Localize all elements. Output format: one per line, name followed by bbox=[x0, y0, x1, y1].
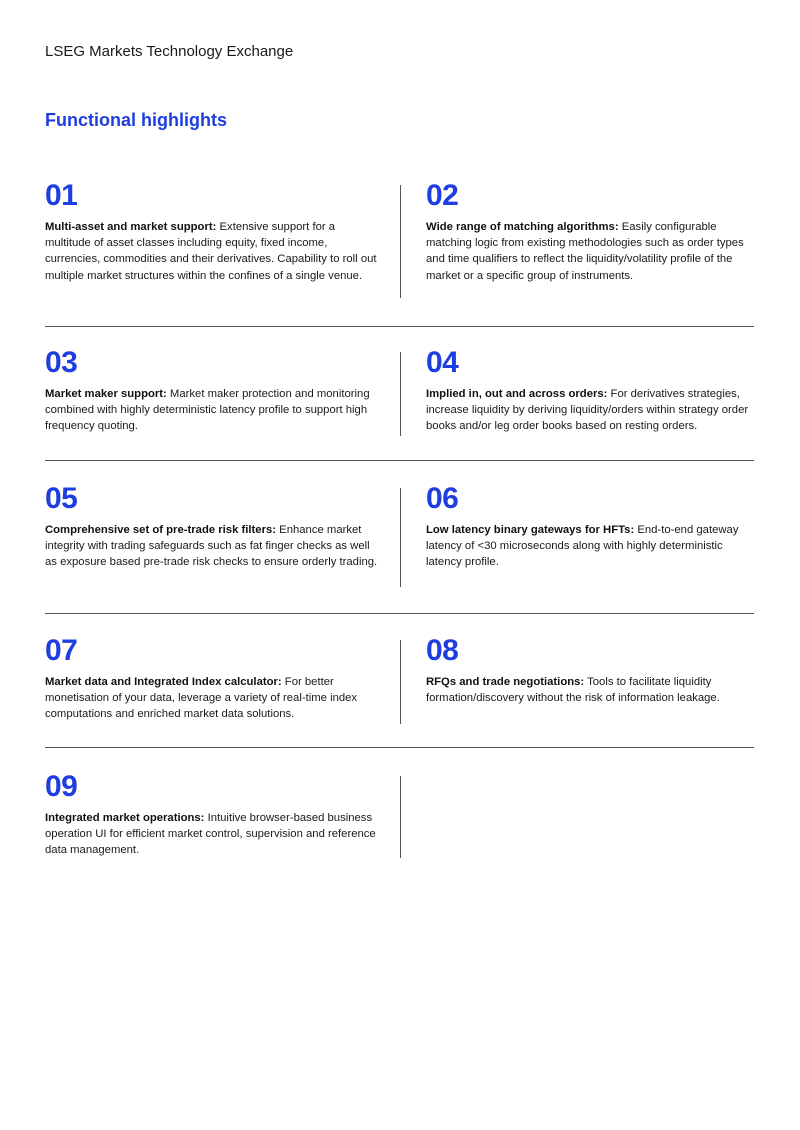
highlight-heading: Market maker support: bbox=[45, 388, 167, 400]
highlight-text: Easily configurable matching logic from existing methodologies such as order types and time qualifiers to reflect the liquidity/volatility profile of the market or a specific group of instruments. bbox=[426, 221, 744, 282]
highlight-number: 05 bbox=[45, 482, 78, 515]
highlight-item bbox=[45, 772, 400, 859]
highlight-item bbox=[400, 181, 754, 284]
highlight-item bbox=[45, 181, 400, 284]
highlight-row bbox=[45, 772, 754, 859]
row-divider bbox=[45, 326, 754, 327]
highlight-description bbox=[45, 810, 380, 859]
highlight-row bbox=[45, 636, 754, 723]
highlight-number: 03 bbox=[45, 346, 78, 379]
highlight-number: 07 bbox=[45, 634, 78, 667]
highlight-heading: Implied in, out and across orders: bbox=[426, 388, 608, 400]
highlight-text: Market maker protection and monitoring combined with highly deterministic latency profile to support high frequency quoting. bbox=[45, 388, 370, 433]
highlight-description bbox=[45, 522, 380, 571]
highlight-heading: RFQs and trade negotiations: bbox=[426, 676, 585, 688]
highlight-number: 04 bbox=[426, 346, 459, 379]
highlight-number: 08 bbox=[426, 634, 459, 667]
highlight-item bbox=[400, 348, 754, 435]
highlight-text: For derivatives strategies, increase liquidity by deriving liquidity/orders within strategy order books and/or leg order books based on resting orders. bbox=[426, 388, 749, 433]
highlight-item-empty bbox=[400, 772, 754, 859]
highlight-heading: Integrated market operations: bbox=[45, 812, 205, 824]
highlight-row bbox=[45, 181, 754, 284]
highlight-item bbox=[45, 348, 400, 435]
highlight-heading: Comprehensive set of pre-trade risk filters: bbox=[45, 524, 277, 536]
highlight-description bbox=[45, 219, 380, 284]
highlight-item bbox=[400, 484, 754, 571]
highlight-number: 01 bbox=[45, 179, 78, 212]
highlight-description bbox=[426, 522, 754, 571]
highlight-heading: Multi-asset and market support: bbox=[45, 221, 217, 233]
document-header: LSEG Markets Technology Exchange bbox=[45, 43, 294, 60]
highlight-description bbox=[426, 219, 754, 284]
highlight-heading: Market data and Integrated Index calculator: bbox=[45, 676, 282, 688]
highlight-text: For better monetisation of your data, leverage a variety of real-time index computations and enriched market data solutions. bbox=[45, 676, 358, 721]
highlight-item bbox=[400, 636, 754, 723]
highlight-description bbox=[426, 674, 754, 706]
highlight-number: 02 bbox=[426, 179, 459, 212]
section-title: Functional highlights bbox=[45, 110, 227, 130]
highlight-text: Enhance market integrity with trading safeguards such as fat finger checks as well as exposure based pre-trade risk checks to ensure orderly trading. bbox=[45, 524, 378, 569]
highlight-text: Intuitive browser-based business operation UI for efficient market control, supervision and reference data management. bbox=[45, 812, 376, 857]
highlight-description bbox=[45, 386, 380, 435]
row-divider bbox=[45, 747, 754, 748]
highlight-heading: Low latency binary gateways for HFTs: bbox=[426, 524, 635, 536]
highlight-description bbox=[45, 674, 380, 723]
highlight-text: Tools to facilitate liquidity formation/discovery without the risk of information leakage. bbox=[426, 676, 720, 705]
highlight-row bbox=[45, 484, 754, 571]
highlight-heading: Wide range of matching algorithms: bbox=[426, 221, 619, 233]
highlight-number: 09 bbox=[45, 770, 78, 803]
highlight-row bbox=[45, 348, 754, 435]
highlight-item bbox=[45, 636, 400, 723]
highlight-number: 06 bbox=[426, 482, 459, 515]
highlight-item bbox=[45, 484, 400, 571]
highlight-text: End-to-end gateway latency of <30 microseconds along with highly deterministic latency profile. bbox=[426, 524, 739, 569]
row-divider bbox=[45, 460, 754, 461]
highlight-text: Extensive support for a multitude of asset classes including equity, fixed income, currencies, commodities and their derivatives. Capability to roll out multiple market structures within the confines of a single venue. bbox=[45, 221, 377, 282]
highlight-description bbox=[426, 386, 754, 435]
row-divider bbox=[45, 613, 754, 614]
